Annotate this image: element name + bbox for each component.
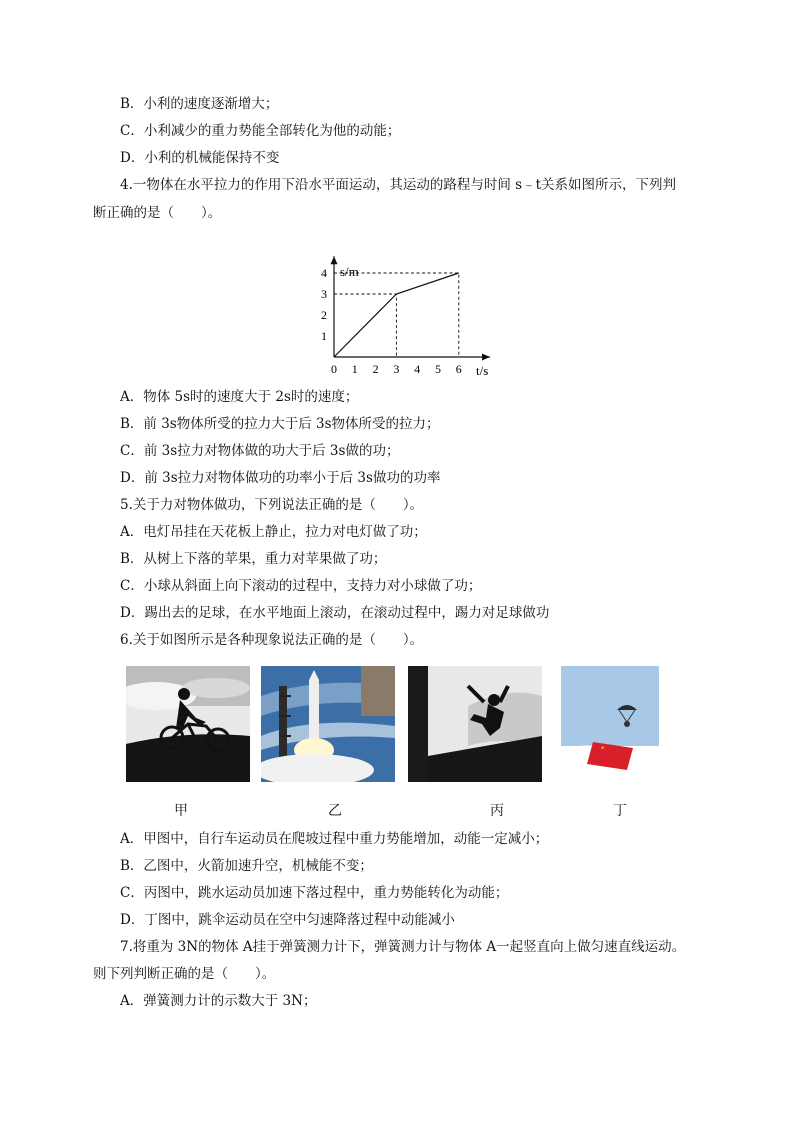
caption-bing: 丙: [490, 803, 504, 819]
x-axis-label: t/s: [476, 363, 489, 378]
q3-option-c: C．小利减少的重力势能全部转化为他的动能；: [120, 123, 401, 139]
q6-option-c: C．丙图中，跳水运动员加速下落过程中，重力势能转化为动能；: [120, 885, 509, 901]
q4-option-b: B．前 3s物体所受的拉力大于后 3s物体所受的拉力；: [120, 416, 440, 432]
q6-option-b: B．乙图中，火箭加速升空，机械能不变；: [120, 858, 373, 874]
x-tick-label-5: 5: [435, 362, 441, 376]
x-tick-label-0: 0: [331, 362, 337, 376]
rocket-photo: [261, 666, 395, 782]
parachute-photo: [561, 666, 659, 782]
q6-stem: 6.关于如图所示是各种现象说法正确的是（ ）。: [120, 632, 424, 648]
q4-option-d: D．前 3s拉力对物体做功的功率小于后 3s做功的功率: [120, 470, 441, 486]
q4-option-a: A．物体 5s时的速度大于 2s时的速度；: [120, 389, 359, 405]
q3-option-b: B．小利的速度逐渐增大；: [120, 96, 279, 112]
y-tick-label-3: 3: [321, 287, 327, 301]
x-axis-arrow: [482, 354, 490, 361]
s-t-graph: [310, 232, 510, 382]
graph-ticks: [321, 266, 462, 376]
diver-photo: [408, 666, 542, 782]
y-axis-label: s/m: [340, 264, 359, 280]
q4-option-c: C．前 3s拉力对物体做的功大于后 3s做的功；: [120, 443, 400, 459]
y-tick-label-1: 1: [321, 329, 327, 343]
x-tick-label-4: 4: [414, 362, 421, 376]
caption-jia: 甲: [174, 803, 188, 819]
q5-option-b: B．从树上下落的苹果，重力对苹果做了功；: [120, 551, 387, 567]
q6-option-d: D．丁图中，跳伞运动员在空中匀速降落过程中动能减小: [120, 912, 455, 928]
q7-stem-line-1: 7.将重为 3N的物体 A挂于弹簧测力计下，弹簧测力计与物体 A一起竖直向上做匀速直线运动。: [120, 939, 686, 955]
q3-option-d: D．小利的机械能保持不变: [120, 150, 280, 166]
q4-stem-line-1: 4.一物体在水平拉力的作用下沿水平面运动，其运动的路程与时间 s﹣t关系如图所示，下列判: [120, 177, 677, 193]
x-tick-label-2: 2: [372, 362, 379, 376]
q5-stem: 5.关于力对物体做功，下列说法正确的是（ ）。: [120, 497, 424, 513]
caption-ding: 丁: [613, 803, 627, 819]
y-axis-arrow: [331, 256, 338, 264]
x-tick-label-3: 3: [393, 362, 400, 376]
caption-yi: 乙: [328, 803, 342, 819]
y-tick-label-2: 2: [321, 308, 327, 322]
q7-option-a: A．弹簧测力计的示数大于 3N；: [120, 993, 317, 1009]
graph-guides: [334, 273, 459, 357]
y-tick-label-4: 4: [321, 266, 327, 280]
q6-option-a: A．甲图中，自行车运动员在爬坡过程中重力势能增加，动能一定减小；: [120, 831, 549, 847]
x-tick-label-6: 6: [455, 362, 462, 376]
x-tick-label-1: 1: [351, 362, 358, 376]
q4-stem-line-2: 断正确的是（ ）。: [93, 205, 222, 221]
q7-stem-line-2: 则下列判断正确的是（ ）。: [93, 966, 276, 982]
q5-option-c: C．小球从斜面上向下滚动的过程中，支持力对小球做了功；: [120, 578, 482, 594]
q5-option-d: D．踢出去的足球，在水平地面上滚动，在滚动过程中，踢力对足球做功: [120, 605, 550, 621]
cyclist-photo: [126, 666, 250, 782]
q5-option-a: A．电灯吊挂在天花板上静止，拉力对电灯做了功；: [120, 524, 427, 540]
